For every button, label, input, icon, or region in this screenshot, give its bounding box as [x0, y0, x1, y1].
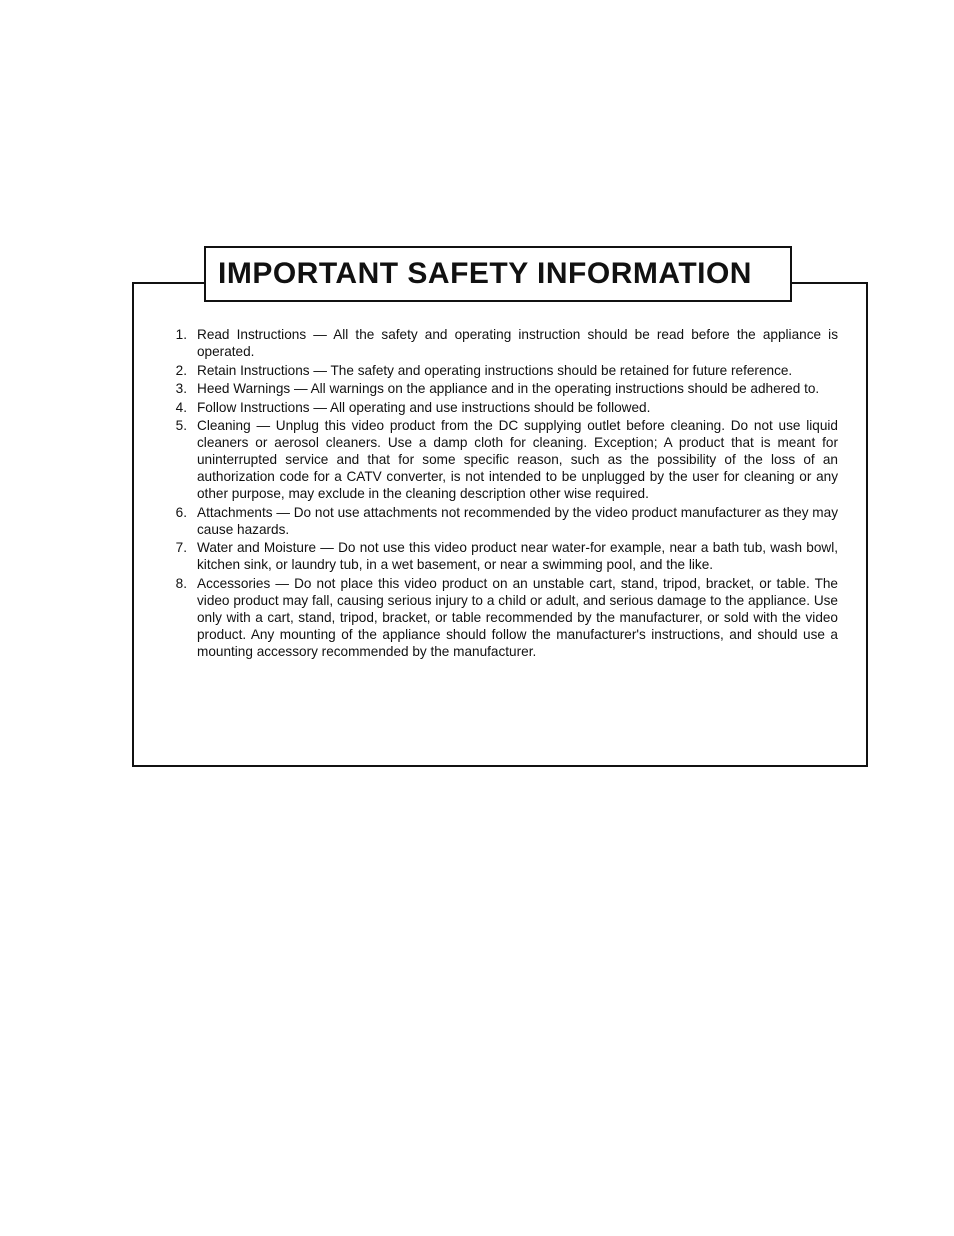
item-lead: Retain Instructions — [197, 362, 310, 378]
item-lead: Follow Instructions — [197, 399, 310, 415]
item-body: — All the safety and operating instruction should be read before the appliance is operated. — [197, 327, 838, 359]
list-item — [160, 326, 838, 360]
list-item — [160, 380, 838, 397]
page-title: IMPORTANT SAFETY INFORMATION — [218, 257, 752, 290]
list-item — [160, 504, 838, 538]
frame-top-right-rule — [792, 282, 868, 284]
item-lead: Read Instructions — [197, 327, 307, 342]
item-body: — All warnings on the appliance and in the operating instructions should be adhered to. — [290, 381, 820, 396]
item-text — [197, 380, 838, 397]
item-lead: Cleaning — [197, 418, 251, 433]
frame-top-left-rule — [132, 282, 204, 284]
item-text — [197, 504, 838, 538]
item-number: 7. — [175, 540, 187, 555]
item-text — [197, 326, 838, 360]
item-lead: Water and Moisture — [197, 540, 317, 555]
item-text — [197, 539, 838, 573]
safety-instructions-list — [160, 326, 838, 661]
item-body: — Do not place this video product on an unstable cart, stand, tripod, bracket, or table. The video product may fall, causing serious injury to a child or adult, and serious damage to the appliance. Use only with a cart, stand, tripod, bracket, or table recommended by the manufacturer, or sold with the video product. Any mounting of the appliance should follow the manufacturer's instructions, and should use a mounting accessory recommended by the manufacturer. — [197, 575, 838, 659]
list-item — [160, 539, 838, 573]
item-number: 1. — [175, 327, 187, 342]
item-body: — Do not use attachments not recommended by the video product manufacturer as they may cause hazards. — [197, 504, 838, 537]
item-number: 5. — [175, 418, 187, 433]
item-text — [197, 575, 838, 660]
item-number: 8. — [175, 575, 187, 591]
item-body: — Unplug this video product from the DC supplying outlet before cleaning. Do not use liquid cleaners or aerosol cleaners. Use a damp cloth for cleaning. Exception; A product that is meant for uninterrupted service and that for some specific reason, such as the possibility of the loss of an authorization code for a CATV converter, is not intended to be unplugged by the user for cleaning or any other purpose, may exclude in the cleaning description other wise required. — [197, 418, 838, 501]
item-text — [197, 399, 838, 416]
item-text — [197, 362, 838, 379]
item-body: — The safety and operating instructions should be retained for future reference. — [309, 362, 793, 378]
list-item — [160, 362, 838, 379]
item-number: 4. — [175, 399, 187, 415]
list-item — [160, 417, 838, 502]
item-number: 6. — [175, 504, 187, 520]
item-body: — Do not use this video product near water-for example, near a bath tub, wash bowl, kitchen sink, or laundry tub, in a wet basement, or near a swimming pool, and the like. — [197, 540, 839, 572]
item-text — [197, 417, 838, 502]
title-box — [204, 246, 792, 302]
list-item — [160, 575, 838, 660]
item-number: 3. — [175, 381, 187, 396]
item-body: — All operating and use instructions should be followed. — [309, 399, 651, 415]
item-number: 2. — [175, 362, 187, 378]
item-lead: Attachments — [197, 504, 273, 520]
item-lead: Heed Warnings — [197, 381, 291, 396]
list-item — [160, 399, 838, 416]
item-lead: Accessories — [197, 575, 271, 591]
